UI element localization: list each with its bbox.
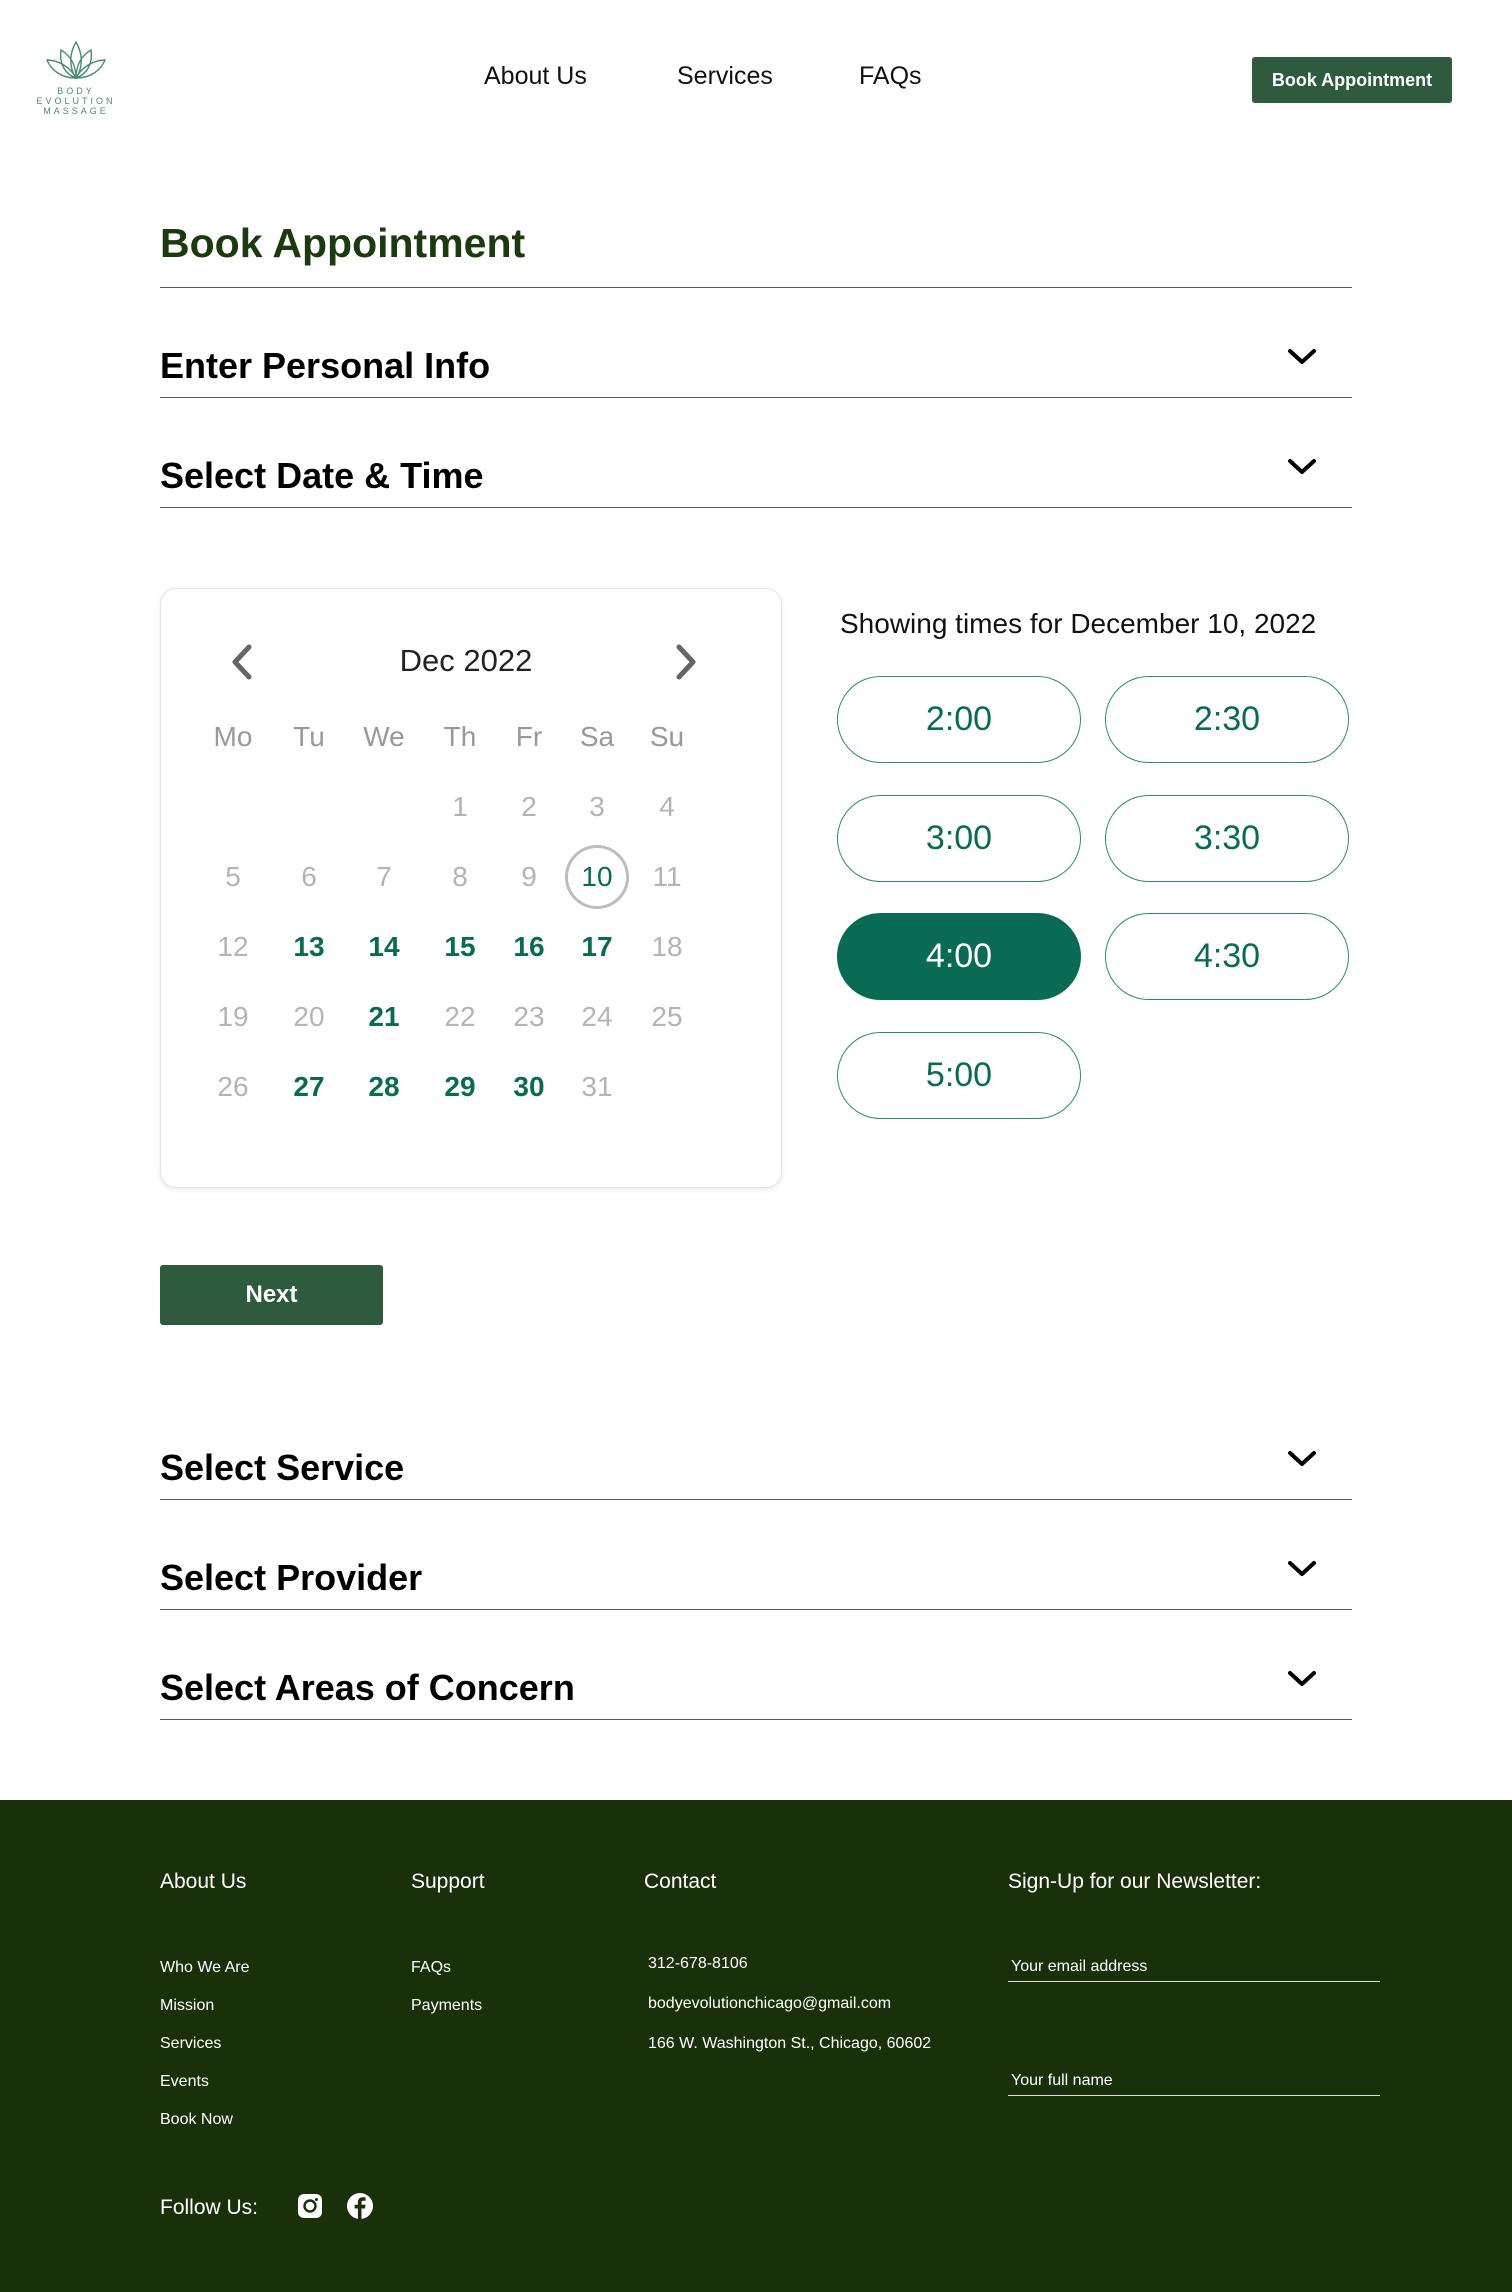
- time-slot[interactable]: 2:00: [837, 676, 1081, 763]
- calendar-day: 6: [301, 861, 317, 892]
- section-areas-of-concern[interactable]: [160, 1610, 1352, 1720]
- section-title: Select Service: [160, 1447, 405, 1488]
- calendar-day: 9: [521, 861, 537, 892]
- more-sections: [160, 1390, 1352, 1720]
- calendar-header: [161, 639, 781, 685]
- calendar-day-selected[interactable]: 10: [565, 845, 629, 909]
- section-date-time[interactable]: [160, 398, 1352, 508]
- time-slot[interactable]: 3:00: [837, 795, 1081, 882]
- newsletter-heading: Sign-Up for our Newsletter:: [1008, 1870, 1262, 1893]
- footer-link-faqs[interactable]: FAQs: [411, 1959, 452, 1976]
- contact-phone[interactable]: 312-678-8106: [648, 1955, 748, 1972]
- nav-about-us[interactable]: About Us: [484, 62, 587, 90]
- weekday-label: Mo: [213, 721, 253, 752]
- calendar-day: 23: [513, 1001, 545, 1032]
- weekday-label: Th: [443, 721, 477, 752]
- calendar-day: 1: [452, 791, 468, 822]
- site-header: [0, 0, 1512, 160]
- contact-address: 166 W. Washington St., Chicago, 60602: [648, 2035, 932, 2052]
- chevron-down-icon[interactable]: [1286, 1559, 1318, 1579]
- calendar-day: 5: [225, 861, 241, 892]
- calendar-day[interactable]: 13: [293, 931, 325, 962]
- footer-contact-heading: Contact: [644, 1870, 717, 1893]
- footer-link-who-we-are[interactable]: Who We Are: [160, 1959, 250, 1976]
- time-slot-selected[interactable]: 4:00: [837, 913, 1081, 1000]
- instagram-icon[interactable]: [296, 2192, 324, 2220]
- section-personal-info[interactable]: [160, 288, 1352, 398]
- section-title: Enter Personal Info: [160, 345, 491, 386]
- footer-link-services[interactable]: Services: [160, 2035, 222, 2052]
- chevron-down-icon[interactable]: [1286, 457, 1318, 477]
- calendar-day: 12: [217, 931, 249, 962]
- calendar-day: 24: [581, 1001, 613, 1032]
- footer-about-heading: About Us: [160, 1870, 247, 1893]
- time-slot[interactable]: 3:30: [1105, 795, 1349, 882]
- newsletter-email-input[interactable]: Your email address: [1008, 1952, 1380, 1982]
- facebook-icon[interactable]: [346, 2192, 374, 2220]
- date-time-picker: [160, 508, 1352, 1308]
- section-title: Select Areas of Concern: [160, 1667, 575, 1708]
- calendar-day[interactable]: 21: [368, 1001, 400, 1032]
- footer-link-events[interactable]: Events: [160, 2073, 209, 2090]
- weekday-label: Su: [649, 721, 685, 752]
- section-select-provider[interactable]: [160, 1500, 1352, 1610]
- calendar-day: 7: [376, 861, 392, 892]
- calendar-day: 4: [659, 791, 675, 822]
- chevron-right-icon[interactable]: [671, 643, 701, 681]
- logo-line-2: EVOLUTION: [36, 96, 116, 106]
- logo-line-1: BODY: [57, 86, 95, 96]
- calendar-day[interactable]: 30: [513, 1071, 545, 1102]
- section-title: Select Date & Time: [160, 455, 484, 496]
- weekday-label: Sa: [579, 721, 615, 752]
- calendar-day: 22: [444, 1001, 476, 1032]
- chevron-down-icon[interactable]: [1286, 1669, 1318, 1689]
- calendar-day: 11: [652, 861, 682, 892]
- calendar-day: 25: [651, 1001, 683, 1032]
- page-title: Book Appointment: [160, 210, 1352, 288]
- logo-line-3: MASSAGE: [43, 106, 109, 116]
- booking-form: [160, 210, 1352, 1308]
- calendar-day[interactable]: 27: [293, 1071, 325, 1102]
- contact-email[interactable]: bodyevolutionchicago@gmail.com: [648, 1995, 892, 2012]
- calendar-day: 2: [521, 791, 537, 822]
- weekday-label: Tu: [293, 721, 325, 752]
- footer-link-book-now[interactable]: Book Now: [160, 2111, 233, 2128]
- next-button[interactable]: Next: [160, 1265, 383, 1325]
- calendar-day: 8: [452, 861, 468, 892]
- calendar-day[interactable]: 28: [368, 1071, 400, 1102]
- footer-link-mission[interactable]: Mission: [160, 1997, 215, 2014]
- calendar: [160, 588, 782, 1188]
- calendar-day[interactable]: 16: [513, 931, 545, 962]
- book-appointment-button[interactable]: Book Appointment: [1252, 57, 1452, 103]
- calendar-day: 19: [217, 1001, 249, 1032]
- calendar-day[interactable]: 14: [368, 931, 400, 962]
- chevron-down-icon[interactable]: [1286, 1449, 1318, 1469]
- footer-support-heading: Support: [411, 1870, 485, 1893]
- follow-us-label: Follow Us:: [160, 2196, 259, 2219]
- time-slot[interactable]: 2:30: [1105, 676, 1349, 763]
- time-slot[interactable]: 4:30: [1105, 913, 1349, 1000]
- chevron-down-icon[interactable]: [1286, 347, 1318, 367]
- newsletter-name-input[interactable]: Your full name: [1008, 2066, 1380, 2096]
- calendar-day: 31: [581, 1071, 613, 1102]
- calendar-day[interactable]: 15: [444, 931, 476, 962]
- calendar-day: 3: [589, 791, 605, 822]
- calendar-day: 20: [293, 1001, 325, 1032]
- weekday-label: We: [363, 721, 405, 752]
- times-label: Showing times for December 10, 2022: [840, 608, 1317, 639]
- section-select-service[interactable]: [160, 1390, 1352, 1500]
- weekday-label: Fr: [515, 721, 543, 752]
- nav-services[interactable]: Services: [677, 62, 773, 90]
- section-title: Select Provider: [160, 1557, 423, 1598]
- calendar-day[interactable]: 29: [444, 1071, 476, 1102]
- calendar-day[interactable]: 17: [581, 931, 613, 962]
- calendar-day: 18: [651, 931, 683, 962]
- calendar-day: 26: [217, 1071, 249, 1102]
- nav-faqs[interactable]: FAQs: [859, 62, 922, 90]
- footer-link-payments[interactable]: Payments: [411, 1997, 483, 2014]
- calendar-month: Dec 2022: [399, 643, 533, 678]
- time-slot[interactable]: 5:00: [837, 1032, 1081, 1119]
